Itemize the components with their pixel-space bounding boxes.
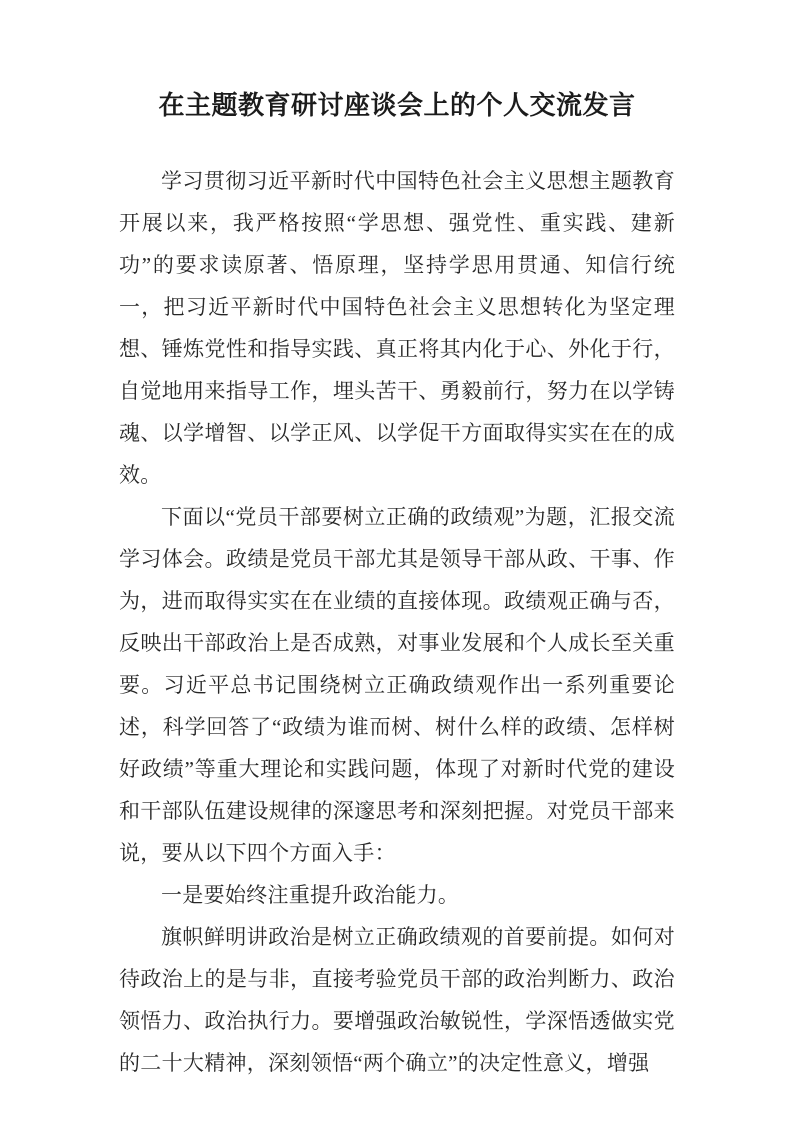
paragraph-2: 下面以“党员干部要树立正确的政绩观”为题，汇报交流学习体会。政绩是党员干部尤其是领导干部从政、干事、作为，进而取得实实在在业绩的直接体现。政绩观正确与否，反映出干部政治上是否成熟，对事业发展和个人成长至关重要。习近平总书记围绕树立正确政绩观作出一系列重要论述，科学回答了“政绩为谁而树、树什么样的政绩、怎样树好政绩”等重大理论和实践问题，体现了对新时代党的建设和干部队伍建设规律的深邃思考和深刻把握。对党员干部来说，要从以下四个方面入手：: [119, 505, 675, 865]
paragraph-4: 旗帜鲜明讲政治是树立正确政绩观的首要前提。如何对待政治上的是与非，直接考验党员干部的政治判断力、政治领悟力、政治执行力。要增强政治敏锐性，学深悟透做实党的二十大精神，深刻领悟“两个确立”的决定性意义，增强: [119, 925, 675, 1075]
document-title: 在主题教育研讨座谈会上的个人交流发言: [158, 91, 636, 120]
paragraph-3-heading: 一是要始终注重提升政治能力。: [161, 883, 460, 907]
paragraph-1: 学习贯彻习近平新时代中国特色社会主义思想主题教育开展以来，我严格按照“学思想、强党性、重实践、建新功”的要求读原著、悟原理，坚持学思用贯通、知信行统一，把习近平新时代中国特色社会主义思想转化为坚定理想、锤炼党性和指导实践、真正将其内化于心、外化于行，自觉地用来指导工作，埋头苦干、勇毅前行，努力在以学铸魂、以学增智、以学正风、以学促干方面取得实实在在的成效。: [119, 169, 675, 487]
document-body: [119, 160, 675, 1084]
